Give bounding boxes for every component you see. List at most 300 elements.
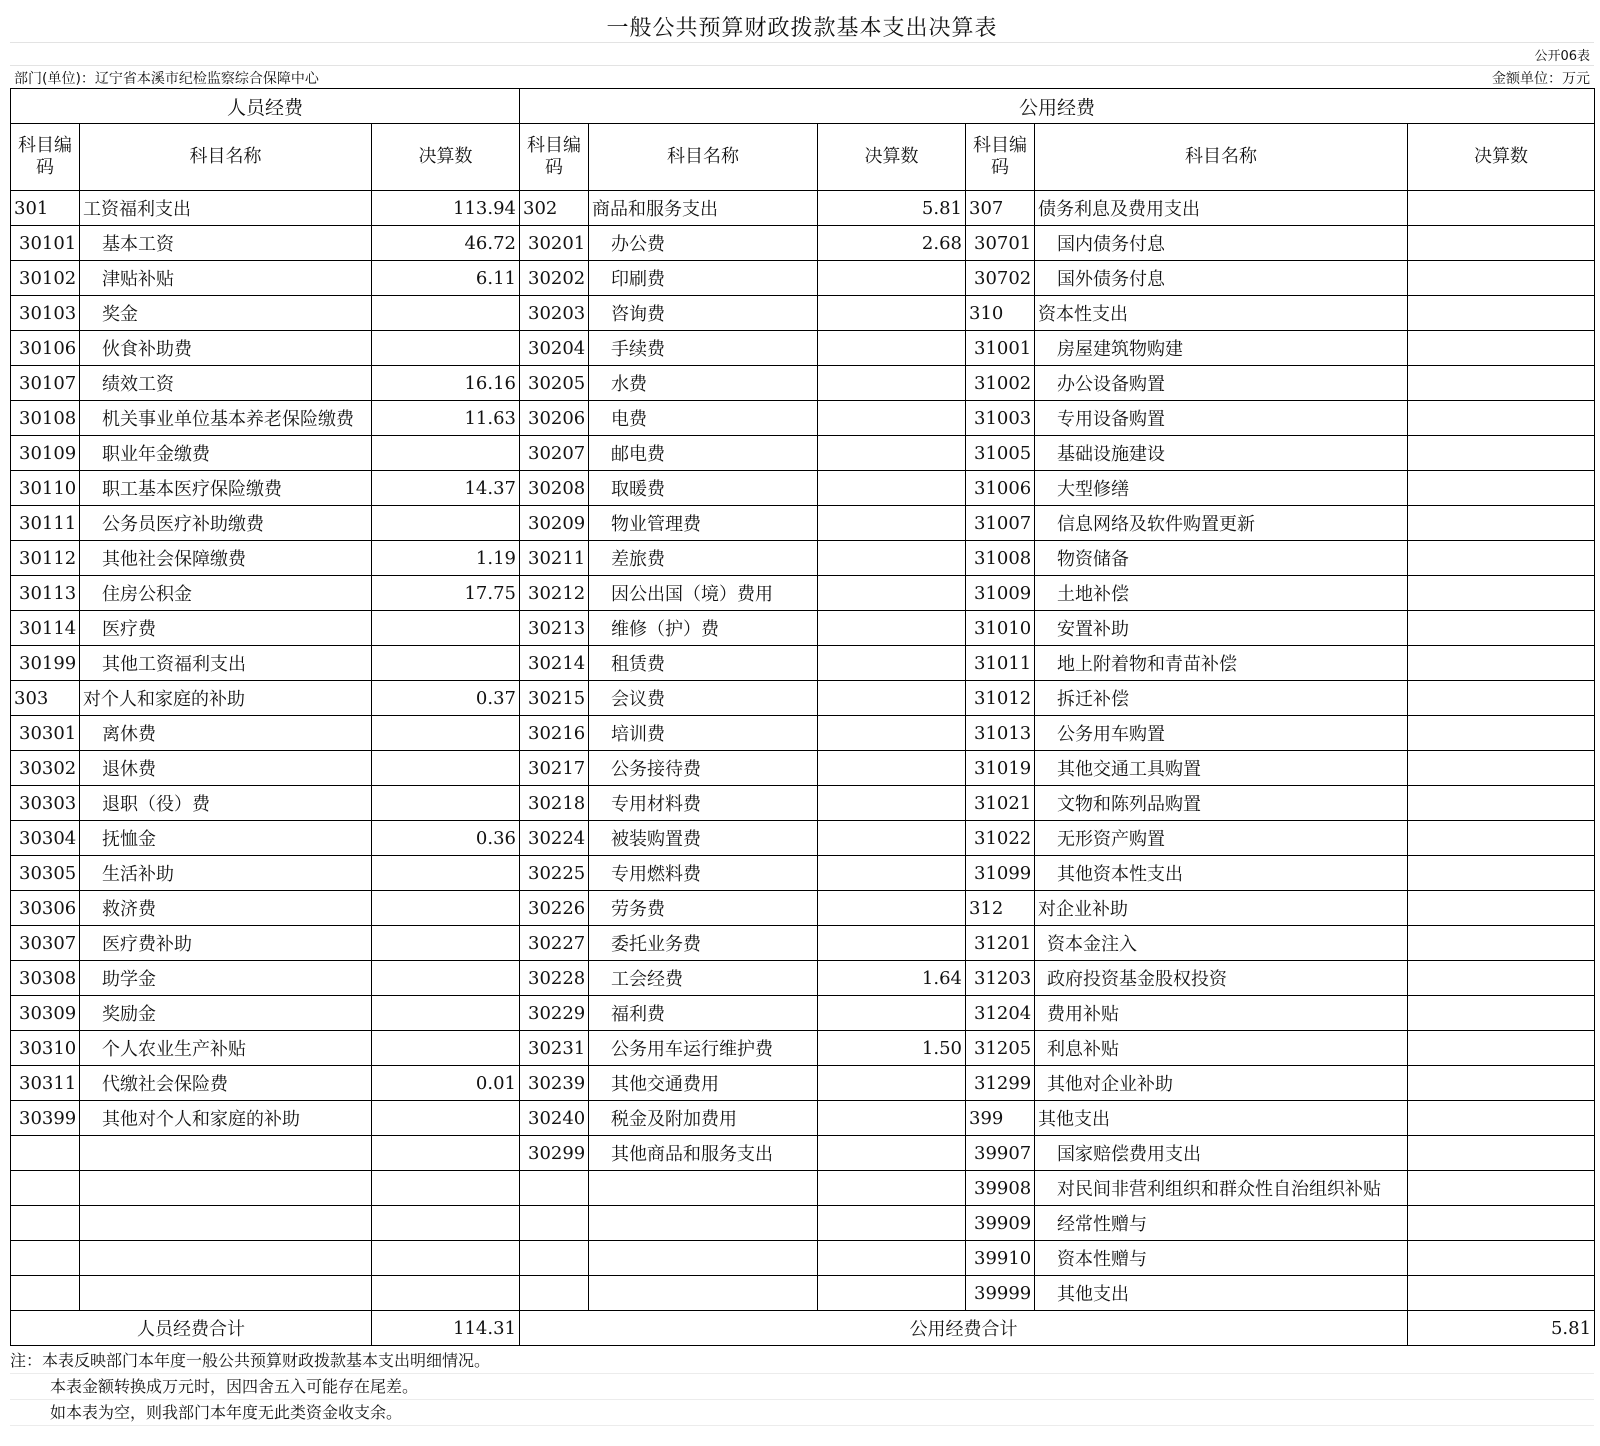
- cell-code[interactable]: 31008: [966, 541, 1035, 576]
- cell-name[interactable]: 大型修缮: [1035, 471, 1408, 506]
- cell-code[interactable]: [520, 1206, 589, 1241]
- cell-name[interactable]: [80, 1136, 372, 1171]
- cell-amount[interactable]: [372, 1136, 520, 1171]
- cell-code[interactable]: 30225: [520, 856, 589, 891]
- cell-name[interactable]: 绩效工资: [80, 366, 372, 401]
- cell-code[interactable]: 30207: [520, 436, 589, 471]
- cell-code[interactable]: 30399: [11, 1101, 80, 1136]
- cell-name[interactable]: 水费: [589, 366, 818, 401]
- cell-amount[interactable]: 6.11: [372, 261, 520, 296]
- table-row: [11, 1276, 1595, 1311]
- cell-code[interactable]: 31021: [966, 786, 1035, 821]
- cell-amount[interactable]: [372, 611, 520, 646]
- cell-amount[interactable]: [818, 1101, 966, 1136]
- cell-code[interactable]: 39999: [966, 1276, 1035, 1311]
- cell-code[interactable]: 30215: [520, 681, 589, 716]
- cell-amount[interactable]: [818, 1276, 966, 1311]
- cell-name[interactable]: [589, 1171, 818, 1206]
- cell-name[interactable]: 代缴社会保险费: [80, 1066, 372, 1101]
- cell-amount[interactable]: [372, 436, 520, 471]
- cell-amount[interactable]: [1408, 226, 1595, 261]
- cell-code[interactable]: 39908: [966, 1171, 1035, 1206]
- cell-amount[interactable]: [1408, 366, 1595, 401]
- cell-amount[interactable]: [372, 926, 520, 961]
- cell-name[interactable]: 手续费: [589, 331, 818, 366]
- cell-code[interactable]: 30302: [11, 751, 80, 786]
- cell-amount[interactable]: [372, 996, 520, 1031]
- cell-amount[interactable]: [1408, 681, 1595, 716]
- cell-name[interactable]: [80, 1276, 372, 1311]
- cell-code[interactable]: 30113: [11, 576, 80, 611]
- cell-amount[interactable]: 5.81: [818, 191, 966, 226]
- cell-amount[interactable]: 1.50: [818, 1031, 966, 1066]
- cell-amount[interactable]: [1408, 646, 1595, 681]
- cell-name[interactable]: 基本工资: [80, 226, 372, 261]
- cell-name[interactable]: 会议费: [589, 681, 818, 716]
- cell-code[interactable]: 30205: [520, 366, 589, 401]
- cell-name[interactable]: 培训费: [589, 716, 818, 751]
- cell-code[interactable]: 30109: [11, 436, 80, 471]
- cell-code[interactable]: 30229: [520, 996, 589, 1031]
- cell-amount[interactable]: 14.37: [372, 471, 520, 506]
- cell-name[interactable]: 房屋建筑物购建: [1035, 331, 1408, 366]
- cell-name[interactable]: 邮电费: [589, 436, 818, 471]
- cell-name[interactable]: 经常性赠与: [1035, 1206, 1408, 1241]
- table-row: [11, 891, 1595, 926]
- cell-name[interactable]: [80, 1206, 372, 1241]
- cell-amount[interactable]: 113.94: [372, 191, 520, 226]
- cell-amount[interactable]: [1408, 961, 1595, 996]
- cell-code[interactable]: 30112: [11, 541, 80, 576]
- cell-name[interactable]: 费用补贴: [1035, 996, 1408, 1031]
- cell-name[interactable]: 其他社会保障缴费: [80, 541, 372, 576]
- cell-amount[interactable]: [1408, 996, 1595, 1031]
- cell-code[interactable]: 30211: [520, 541, 589, 576]
- cell-code[interactable]: 31013: [966, 716, 1035, 751]
- cell-name[interactable]: 维修（护）费: [589, 611, 818, 646]
- cell-name[interactable]: 国内债务付息: [1035, 226, 1408, 261]
- cell-name[interactable]: 物业管理费: [589, 506, 818, 541]
- cell-code[interactable]: 31007: [966, 506, 1035, 541]
- cell-amount[interactable]: [818, 716, 966, 751]
- cell-code[interactable]: 30102: [11, 261, 80, 296]
- cell-name[interactable]: 其他支出: [1035, 1101, 1408, 1136]
- cell-code[interactable]: 30301: [11, 716, 80, 751]
- cell-code[interactable]: 31204: [966, 996, 1035, 1031]
- cell-amount[interactable]: [818, 1241, 966, 1276]
- cell-amount[interactable]: 1.19: [372, 541, 520, 576]
- cell-amount[interactable]: 16.16: [372, 366, 520, 401]
- cell-amount[interactable]: [372, 506, 520, 541]
- cell-code[interactable]: 30201: [520, 226, 589, 261]
- cell-name[interactable]: 无形资产购置: [1035, 821, 1408, 856]
- cell-name[interactable]: 因公出国（境）费用: [589, 576, 818, 611]
- cell-code[interactable]: 39910: [966, 1241, 1035, 1276]
- cell-amount[interactable]: [372, 1171, 520, 1206]
- cell-code[interactable]: 30110: [11, 471, 80, 506]
- cell-code[interactable]: 30202: [520, 261, 589, 296]
- cell-name[interactable]: 医疗费: [80, 611, 372, 646]
- cell-name[interactable]: 奖金: [80, 296, 372, 331]
- cell-code[interactable]: 31099: [966, 856, 1035, 891]
- cell-amount[interactable]: [818, 471, 966, 506]
- cell-code[interactable]: 30204: [520, 331, 589, 366]
- cell-code[interactable]: 31003: [966, 401, 1035, 436]
- group-header-row: [11, 89, 1595, 124]
- cell-name[interactable]: 文物和陈列品购置: [1035, 786, 1408, 821]
- cell-name[interactable]: 地上附着物和青苗补偿: [1035, 646, 1408, 681]
- cell-code[interactable]: 30206: [520, 401, 589, 436]
- cell-amount[interactable]: [818, 1066, 966, 1101]
- cell-name[interactable]: 其他支出: [1035, 1276, 1408, 1311]
- cell-name[interactable]: 咨询费: [589, 296, 818, 331]
- table-row: [11, 856, 1595, 891]
- cell-code[interactable]: 30226: [520, 891, 589, 926]
- cell-amount[interactable]: [372, 646, 520, 681]
- cell-name[interactable]: 资本性支出: [1035, 296, 1408, 331]
- cell-code[interactable]: 30701: [966, 226, 1035, 261]
- cell-code[interactable]: 30103: [11, 296, 80, 331]
- cell-name[interactable]: [589, 1276, 818, 1311]
- cell-code[interactable]: 31205: [966, 1031, 1035, 1066]
- cell-name[interactable]: 差旅费: [589, 541, 818, 576]
- cell-name[interactable]: 助学金: [80, 961, 372, 996]
- cell-name[interactable]: 公务员医疗补助缴费: [80, 506, 372, 541]
- cell-name[interactable]: 商品和服务支出: [589, 191, 818, 226]
- cell-code[interactable]: 30107: [11, 366, 80, 401]
- cell-amount[interactable]: [1408, 506, 1595, 541]
- cell-code[interactable]: 31001: [966, 331, 1035, 366]
- cell-amount[interactable]: [1408, 926, 1595, 961]
- cell-amount[interactable]: [818, 611, 966, 646]
- cell-amount[interactable]: [1408, 1101, 1595, 1136]
- cell-amount[interactable]: 0.36: [372, 821, 520, 856]
- cell-code[interactable]: 307: [966, 191, 1035, 226]
- cell-name[interactable]: 电费: [589, 401, 818, 436]
- cell-name[interactable]: 税金及附加费用: [589, 1101, 818, 1136]
- cell-code[interactable]: [11, 1171, 80, 1206]
- cell-name[interactable]: 委托业务费: [589, 926, 818, 961]
- cell-name[interactable]: 租赁费: [589, 646, 818, 681]
- cell-name[interactable]: 职业年金缴费: [80, 436, 372, 471]
- cell-name[interactable]: 印刷费: [589, 261, 818, 296]
- cell-amount[interactable]: [818, 261, 966, 296]
- cell-name[interactable]: 利息补贴: [1035, 1031, 1408, 1066]
- cell-name[interactable]: 资本金注入: [1035, 926, 1408, 961]
- note-line: 如本表为空，则我部门本年度无此类资金收支余。: [10, 1400, 1594, 1426]
- totals-row: [11, 1311, 1595, 1346]
- cell-name[interactable]: 其他交通费用: [589, 1066, 818, 1101]
- cell-amount[interactable]: [818, 331, 966, 366]
- cell-amount[interactable]: [818, 786, 966, 821]
- cell-amount[interactable]: [372, 856, 520, 891]
- cell-name[interactable]: [589, 1206, 818, 1241]
- cell-name[interactable]: 福利费: [589, 996, 818, 1031]
- cell-amount[interactable]: [372, 751, 520, 786]
- cell-code[interactable]: 30228: [520, 961, 589, 996]
- cell-name[interactable]: 办公费: [589, 226, 818, 261]
- cell-amount[interactable]: [1408, 1066, 1595, 1101]
- cell-amount[interactable]: [818, 436, 966, 471]
- cell-amount[interactable]: [818, 1206, 966, 1241]
- cell-name[interactable]: 退休费: [80, 751, 372, 786]
- cell-amount[interactable]: 2.68: [818, 226, 966, 261]
- cell-amount[interactable]: [818, 856, 966, 891]
- table-row: [11, 471, 1595, 506]
- cell-amount[interactable]: [1408, 611, 1595, 646]
- cell-name[interactable]: 医疗费补助: [80, 926, 372, 961]
- cell-amount[interactable]: [1408, 541, 1595, 576]
- cell-amount[interactable]: [1408, 191, 1595, 226]
- cell-amount[interactable]: [372, 786, 520, 821]
- cell-code[interactable]: 303: [11, 681, 80, 716]
- cell-code[interactable]: 31012: [966, 681, 1035, 716]
- cell-name[interactable]: 其他对个人和家庭的补助: [80, 1101, 372, 1136]
- cell-code[interactable]: 30240: [520, 1101, 589, 1136]
- cell-code[interactable]: 30216: [520, 716, 589, 751]
- cell-amount[interactable]: [372, 716, 520, 751]
- cell-name[interactable]: 专用材料费: [589, 786, 818, 821]
- cell-amount[interactable]: [1408, 751, 1595, 786]
- cell-amount[interactable]: 1.64: [818, 961, 966, 996]
- cell-code[interactable]: 30310: [11, 1031, 80, 1066]
- cell-amount[interactable]: 46.72: [372, 226, 520, 261]
- cell-name[interactable]: 工会经费: [589, 961, 818, 996]
- cell-amount[interactable]: 0.37: [372, 681, 520, 716]
- cell-code[interactable]: 31022: [966, 821, 1035, 856]
- cell-amount[interactable]: [1408, 401, 1595, 436]
- cell-name[interactable]: 安置补助: [1035, 611, 1408, 646]
- cell-code[interactable]: 30224: [520, 821, 589, 856]
- cell-amount[interactable]: [1408, 1276, 1595, 1311]
- cell-name[interactable]: 退职（役）费: [80, 786, 372, 821]
- cell-code[interactable]: 39907: [966, 1136, 1035, 1171]
- cell-code[interactable]: 30305: [11, 856, 80, 891]
- cell-amount[interactable]: [1408, 716, 1595, 751]
- cell-code[interactable]: 39909: [966, 1206, 1035, 1241]
- cell-code[interactable]: 30208: [520, 471, 589, 506]
- note-line: 本表金额转换成万元时，因四舍五入可能存在尾差。: [10, 1374, 1594, 1400]
- cell-name[interactable]: 机关事业单位基本养老保险缴费: [80, 401, 372, 436]
- cell-code[interactable]: 31005: [966, 436, 1035, 471]
- cell-amount[interactable]: [1408, 891, 1595, 926]
- cell-amount[interactable]: [818, 996, 966, 1031]
- cell-name[interactable]: 津贴补贴: [80, 261, 372, 296]
- cell-code[interactable]: 30308: [11, 961, 80, 996]
- cell-code[interactable]: [11, 1206, 80, 1241]
- cell-code[interactable]: 31011: [966, 646, 1035, 681]
- cell-name[interactable]: 国家赔偿费用支出: [1035, 1136, 1408, 1171]
- cell-code[interactable]: 30106: [11, 331, 80, 366]
- cell-code[interactable]: 31010: [966, 611, 1035, 646]
- cell-amount[interactable]: [818, 1136, 966, 1171]
- cell-amount[interactable]: [818, 506, 966, 541]
- cell-name[interactable]: 办公设备购置: [1035, 366, 1408, 401]
- cell-amount[interactable]: [818, 751, 966, 786]
- cell-name[interactable]: 公务接待费: [589, 751, 818, 786]
- cell-code[interactable]: [11, 1241, 80, 1276]
- cell-name[interactable]: 公务用车购置: [1035, 716, 1408, 751]
- cell-name[interactable]: 工资福利支出: [80, 191, 372, 226]
- cell-name[interactable]: 其他交通工具购置: [1035, 751, 1408, 786]
- cell-code[interactable]: 31019: [966, 751, 1035, 786]
- cell-amount[interactable]: [372, 1031, 520, 1066]
- cell-name[interactable]: 住房公积金: [80, 576, 372, 611]
- cell-code[interactable]: 31002: [966, 366, 1035, 401]
- cell-name[interactable]: 奖励金: [80, 996, 372, 1031]
- cell-code[interactable]: 301: [11, 191, 80, 226]
- cell-amount[interactable]: [1408, 1241, 1595, 1276]
- cell-code[interactable]: 31006: [966, 471, 1035, 506]
- cell-code[interactable]: 30309: [11, 996, 80, 1031]
- cell-code[interactable]: [520, 1241, 589, 1276]
- cell-code[interactable]: 30702: [966, 261, 1035, 296]
- cell-amount[interactable]: [818, 366, 966, 401]
- cell-code[interactable]: 310: [966, 296, 1035, 331]
- cell-code[interactable]: [520, 1276, 589, 1311]
- cell-amount[interactable]: [818, 1171, 966, 1206]
- cell-name[interactable]: 生活补助: [80, 856, 372, 891]
- cell-name[interactable]: 劳务费: [589, 891, 818, 926]
- cell-name[interactable]: 职工基本医疗保险缴费: [80, 471, 372, 506]
- cell-code[interactable]: [11, 1276, 80, 1311]
- cell-amount[interactable]: [818, 891, 966, 926]
- header-amount: 决算数: [818, 124, 966, 191]
- cell-amount[interactable]: [1408, 436, 1595, 471]
- cell-name[interactable]: 债务利息及费用支出: [1035, 191, 1408, 226]
- table-row: [11, 681, 1595, 716]
- cell-name[interactable]: 其他商品和服务支出: [589, 1136, 818, 1171]
- cell-code[interactable]: 312: [966, 891, 1035, 926]
- cell-code[interactable]: 30212: [520, 576, 589, 611]
- cell-name[interactable]: [80, 1241, 372, 1276]
- cell-code[interactable]: 30307: [11, 926, 80, 961]
- cell-name[interactable]: 离休费: [80, 716, 372, 751]
- cell-name[interactable]: 伙食补助费: [80, 331, 372, 366]
- cell-code[interactable]: 30203: [520, 296, 589, 331]
- cell-amount[interactable]: [818, 681, 966, 716]
- department-label: 部门(单位)：辽宁省本溪市纪检监察综合保障中心: [14, 71, 319, 87]
- cell-amount[interactable]: [1408, 1136, 1595, 1171]
- cell-name[interactable]: 其他对企业补助: [1035, 1066, 1408, 1101]
- cell-code[interactable]: 30311: [11, 1066, 80, 1101]
- cell-code[interactable]: 30304: [11, 821, 80, 856]
- cell-name[interactable]: 资本性赠与: [1035, 1241, 1408, 1276]
- cell-code[interactable]: [11, 1136, 80, 1171]
- cell-amount[interactable]: [1408, 856, 1595, 891]
- cell-code[interactable]: 31203: [966, 961, 1035, 996]
- cell-amount[interactable]: [372, 891, 520, 926]
- cell-name[interactable]: 对企业补助: [1035, 891, 1408, 926]
- cell-name[interactable]: 救济费: [80, 891, 372, 926]
- cell-code[interactable]: 30199: [11, 646, 80, 681]
- cell-code[interactable]: 30214: [520, 646, 589, 681]
- cell-amount[interactable]: 17.75: [372, 576, 520, 611]
- cell-name[interactable]: 拆迁补偿: [1035, 681, 1408, 716]
- cell-name[interactable]: 物资储备: [1035, 541, 1408, 576]
- cell-code[interactable]: 30217: [520, 751, 589, 786]
- cell-code[interactable]: 30299: [520, 1136, 589, 1171]
- cell-amount[interactable]: [1408, 1031, 1595, 1066]
- cell-code[interactable]: 30303: [11, 786, 80, 821]
- cell-amount[interactable]: [818, 926, 966, 961]
- cell-amount[interactable]: [372, 1276, 520, 1311]
- cell-amount[interactable]: [818, 576, 966, 611]
- cell-code[interactable]: 30209: [520, 506, 589, 541]
- cell-amount[interactable]: [1408, 821, 1595, 856]
- cell-name[interactable]: 专用设备购置: [1035, 401, 1408, 436]
- cell-name[interactable]: 对个人和家庭的补助: [80, 681, 372, 716]
- cell-name[interactable]: 抚恤金: [80, 821, 372, 856]
- cell-amount[interactable]: [1408, 471, 1595, 506]
- cell-amount[interactable]: [372, 1241, 520, 1276]
- cell-code[interactable]: 30227: [520, 926, 589, 961]
- cell-amount[interactable]: [372, 1101, 520, 1136]
- cell-code[interactable]: 31009: [966, 576, 1035, 611]
- cell-name[interactable]: 取暖费: [589, 471, 818, 506]
- cell-amount[interactable]: [1408, 296, 1595, 331]
- cell-amount[interactable]: [1408, 786, 1595, 821]
- cell-code[interactable]: 30108: [11, 401, 80, 436]
- cell-code[interactable]: 399: [966, 1101, 1035, 1136]
- table-row: [11, 226, 1595, 261]
- cell-amount[interactable]: [818, 646, 966, 681]
- cell-amount[interactable]: [372, 961, 520, 996]
- cell-name[interactable]: 信息网络及软件购置更新: [1035, 506, 1408, 541]
- cell-name[interactable]: 被装购置费: [589, 821, 818, 856]
- cell-code[interactable]: 30306: [11, 891, 80, 926]
- cell-name[interactable]: 政府投资基金股权投资: [1035, 961, 1408, 996]
- cell-code[interactable]: 30101: [11, 226, 80, 261]
- cell-amount[interactable]: [372, 331, 520, 366]
- cell-amount[interactable]: 0.01: [372, 1066, 520, 1101]
- cell-name[interactable]: 对民间非营利组织和群众性自治组织补贴: [1035, 1171, 1408, 1206]
- cell-name[interactable]: 基础设施建设: [1035, 436, 1408, 471]
- cell-code[interactable]: 30218: [520, 786, 589, 821]
- cell-amount[interactable]: 11.63: [372, 401, 520, 436]
- cell-amount[interactable]: [372, 296, 520, 331]
- cell-name[interactable]: [80, 1171, 372, 1206]
- cell-amount[interactable]: [818, 541, 966, 576]
- cell-code[interactable]: 30213: [520, 611, 589, 646]
- cell-amount[interactable]: [818, 821, 966, 856]
- cell-code[interactable]: 30231: [520, 1031, 589, 1066]
- cell-name[interactable]: 其他资本性支出: [1035, 856, 1408, 891]
- cell-code[interactable]: 302: [520, 191, 589, 226]
- cell-amount[interactable]: [1408, 1206, 1595, 1241]
- cell-amount[interactable]: [1408, 331, 1595, 366]
- cell-amount[interactable]: [372, 1206, 520, 1241]
- cell-amount[interactable]: [1408, 576, 1595, 611]
- cell-amount[interactable]: [1408, 261, 1595, 296]
- cell-name[interactable]: 个人农业生产补贴: [80, 1031, 372, 1066]
- cell-amount[interactable]: [1408, 1171, 1595, 1206]
- cell-name[interactable]: 其他工资福利支出: [80, 646, 372, 681]
- cell-amount[interactable]: [818, 296, 966, 331]
- cell-name[interactable]: 专用燃料费: [589, 856, 818, 891]
- cell-code[interactable]: [520, 1171, 589, 1206]
- cell-code[interactable]: 30239: [520, 1066, 589, 1101]
- cell-name[interactable]: 土地补偿: [1035, 576, 1408, 611]
- cell-code[interactable]: 30111: [11, 506, 80, 541]
- cell-code[interactable]: 31201: [966, 926, 1035, 961]
- cell-name[interactable]: 公务用车运行维护费: [589, 1031, 818, 1066]
- cell-name[interactable]: [589, 1241, 818, 1276]
- cell-amount[interactable]: [818, 401, 966, 436]
- cell-code[interactable]: 31299: [966, 1066, 1035, 1101]
- cell-code[interactable]: 30114: [11, 611, 80, 646]
- cell-name[interactable]: 国外债务付息: [1035, 261, 1408, 296]
